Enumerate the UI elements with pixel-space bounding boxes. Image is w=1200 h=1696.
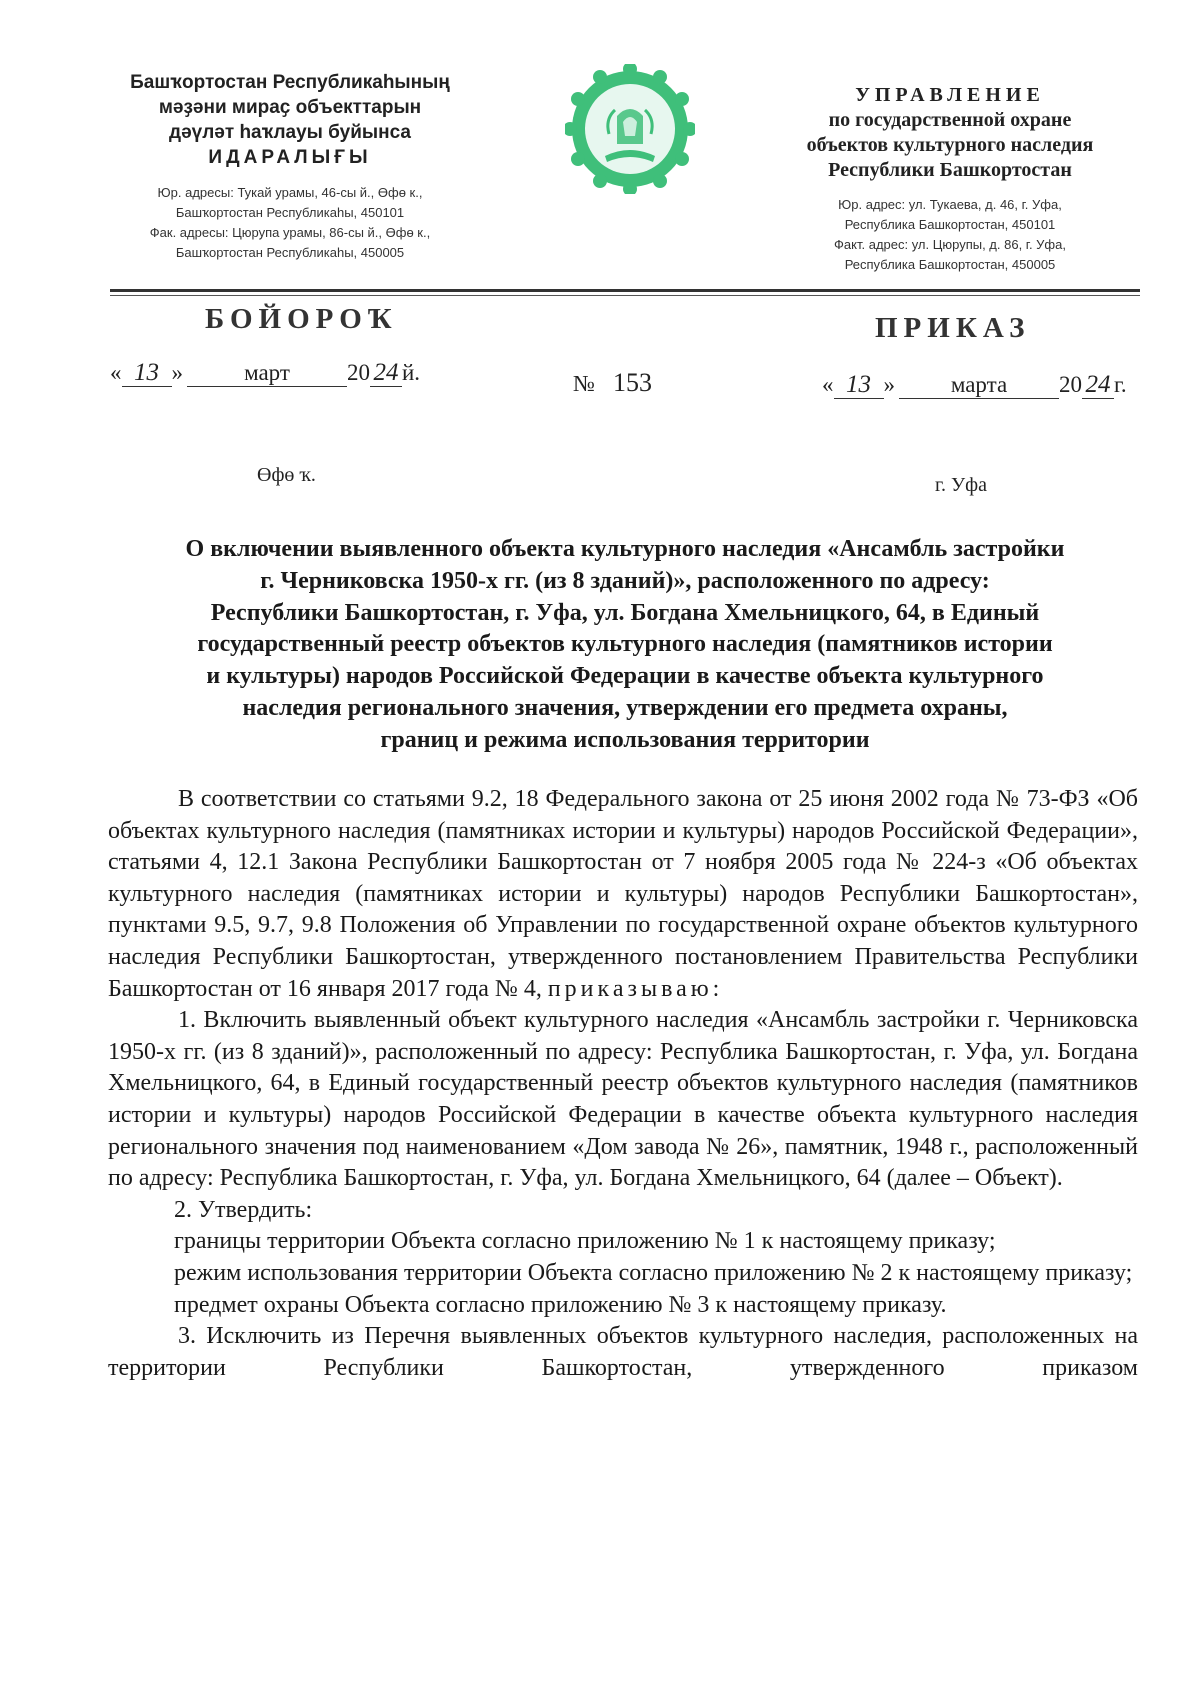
number-value: 153 [612,368,652,397]
address-line: Башҡортостан Республикаһы, 450101 [175,205,405,220]
address-line: Республика Башкортостан, 450101 [844,217,1056,232]
order-number [573,368,652,398]
year-suffix: 24 [370,360,402,387]
org-name-line: мәҙәни мираҫ объекттарын [158,97,422,118]
doc-type-bashkir: БОЙОРОҠ [205,303,398,335]
date-right [822,372,1127,399]
header-right [770,82,1130,275]
order-word: приказываю: [547,975,724,1002]
org-name-line: объектов культурного наследия [806,134,1094,156]
date-month: март [187,360,347,387]
org-name-spaced: УПРАВЛЕНИЕ [855,84,1045,106]
city-russian: г. Уфа [935,474,987,496]
date-day: 13 [122,360,172,387]
org-name-line: Республики Башкортостан [828,159,1072,181]
address-line: Юр. адресы: Тукай урамы, 46-сы й., Өфө к., [157,185,423,200]
item-2-paragraph: 2. Утвердить: [174,1196,313,1223]
address-line: Факт. адрес: ул. Цюрупы, д. 86, г. Уфа, [834,237,1066,252]
org-name-line: Башҡортостан Республикаһының [130,72,450,93]
header-left [110,70,470,263]
title-line: и культуры) народов Российской Федерации в качестве объекта культурного [206,663,1044,690]
year-prefix: 20 [1059,372,1082,397]
item-2a-paragraph: границы территории Объекта согласно приложению № 1 к настоящему приказу; [174,1228,996,1255]
title-line: наследия регионального значения, утверждении его предмета охраны, [242,694,1008,721]
item-1-paragraph: 1. Включить выявленный объект культурного наследия «Ансамбль застройки г. Черниковска 1950-х гг. (из 8 зданий)», расположенный по адресу: Республика Башкортостан, г. Уфа, ул. Богдана Хмельницкого, 64, в Единый государственный реестр объектов культурного наследия (памятников истории и культуры) народов Российской Федерации в качестве объекта культурного наследия регионального значения под наименованием «Дом завода № 26», памятник, 1948 г., расположенный по адресу: Республика Башкортостан, г. Уфа, ул. Богдана Хмельницкого, 64 (далее – Объект). [108,1007,1138,1192]
title-line: г. Черниковска 1950-х гг. (из 8 зданий)», расположенного по адресу: [260,567,990,594]
item-2b-paragraph: режим использования территории Объекта согласно приложению № 2 к настоящему приказу; [174,1259,1133,1286]
document-title [110,534,1140,757]
preamble-text: В соответствии со статьями 9.2, 18 Федерального закона от 25 июня 2002 года № 73-ФЗ «Об объектах культурного наследия (памятниках истории и культуры) народов Российской Федерации», статьями 4, 12.1 Закона Республики Башкортостан от 7 ноября 2005 года № 224-з «Об объектах культурного наследия (памятниках истории и культуры) народов Республики Башкортостан», пунктами 9.5, 9.7, 9.8 Положения об Управлении по государственной охране объектов культурного наследия Республики Башкортостан, утвержденного постановлением Правительства Республики Башкортостан от 16 января 2017 года № 4, [108,786,1138,1002]
quote-open: « [822,372,834,397]
address-line: Юр. адрес: ул. Тукаева, д. 46, г. Уфа, [838,197,1062,212]
date-month: марта [899,372,1059,399]
year-mark: г. [1114,372,1127,397]
header-divider [110,289,1140,292]
number-label: № [573,371,595,396]
year-suffix: 24 [1082,372,1114,399]
title-line: О включении выявленного объекта культурного наследия «Ансамбль застройки [185,536,1065,562]
item-2c-paragraph: предмет охраны Объекта согласно приложению № 3 к настоящему приказу. [174,1291,947,1318]
address-line: Республика Башкортостан, 450005 [844,257,1056,272]
address-block [770,195,1130,275]
address-line: Башҡортостан Республикаһы, 450005 [175,245,405,260]
date-left [110,360,420,387]
address-block [110,183,470,263]
org-name-line: дәүләт һаҡлауы буйынса [169,122,411,143]
doc-type-russian: ПРИКАЗ [875,312,1031,344]
preamble-paragraph [108,784,1138,1005]
document-body [108,784,1138,1384]
org-name-line: по государственной охране [828,109,1072,131]
city-bashkir: Өфө ҡ. [257,464,316,486]
title-line: границ и режима использования территории [380,726,870,753]
year-mark: й. [402,360,421,385]
quote-close: » [883,372,895,397]
header-divider-thin [110,295,1140,296]
quote-close: » [171,360,183,385]
org-name-spaced: ИДАРАЛЫҒЫ [208,147,372,168]
title-line: государственный реестр объектов культурного наследия (памятников истории [197,631,1053,658]
year-prefix: 20 [347,360,370,385]
title-line: Республики Башкортостан, г. Уфа, ул. Богдана Хмельницкого, 64, в Единый [210,599,1040,626]
address-line: Фак. адресы: Цюрупа урамы, 86-сы й., Өфө к., [149,225,431,240]
date-day: 13 [834,372,884,399]
item-3-paragraph: 3. Исключить из Перечня выявленных объектов культурного наследия, расположенных на территории Республики Башкортостан, утвержденного приказом [108,1323,1138,1381]
bashkortostan-coat-of-arms-icon [565,64,695,194]
quote-open: « [110,360,122,385]
